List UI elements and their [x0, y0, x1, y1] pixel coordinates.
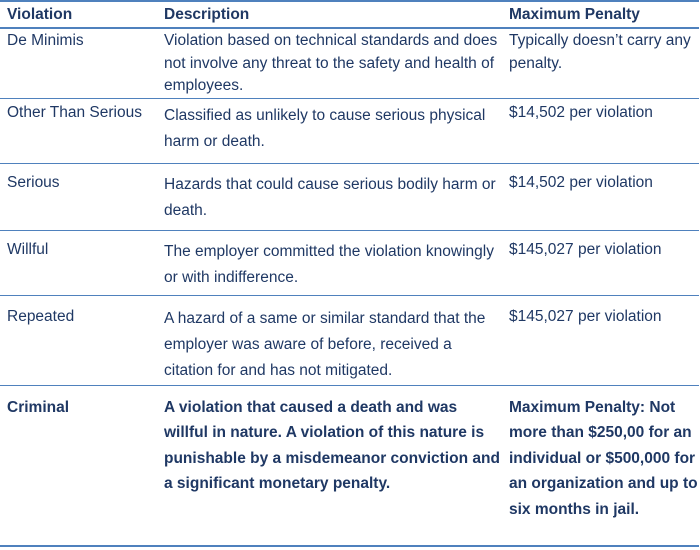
violation-penalty: $145,027 per violation: [501, 230, 699, 295]
table-row: [0, 163, 699, 230]
violation-name: Serious: [0, 163, 156, 230]
table-row: [0, 28, 699, 98]
violation-description: Violation based on technical standards and does not involve any threat to the safety and health of employees.: [156, 28, 501, 98]
violation-penalty: $145,027 per violation: [501, 295, 699, 385]
violation-penalty: Typically doesn’t carry any penalty.: [501, 28, 699, 98]
violation-description: A violation that caused a death and was willful in nature. A violation of this nature is punishable by a misdemeanor conviction and a significant monetary penalty.: [156, 385, 501, 546]
violation-description: A hazard of a same or similar standard that the employer was aware of before, received a citation for and has not mitigated.: [156, 295, 501, 385]
violation-name: Willful: [0, 230, 156, 295]
violation-description: The employer committed the violation knowingly or with indifference.: [156, 230, 501, 295]
table-row: [0, 295, 699, 385]
header-maximum-penalty: Maximum Penalty: [501, 1, 699, 28]
table-row: [0, 385, 699, 546]
violation-penalty: $14,502 per violation: [501, 98, 699, 163]
violation-description: Classified as unlikely to cause serious physical harm or death.: [156, 98, 501, 163]
header-description: Description: [156, 1, 501, 28]
table-row: [0, 98, 699, 163]
violation-name: De Minimis: [0, 28, 156, 98]
header-violation: Violation: [0, 1, 156, 28]
violation-penalty: $14,502 per violation: [501, 163, 699, 230]
violation-penalty: Maximum Penalty: Not more than $250,00 for an individual or $500,000 for an organization and up to six months in jail.: [501, 385, 699, 546]
header-row: [0, 1, 699, 28]
violation-name: Criminal: [0, 385, 156, 546]
table-row: [0, 230, 699, 295]
violation-description: Hazards that could cause serious bodily harm or death.: [156, 163, 501, 230]
violation-name: Other Than Serious: [0, 98, 156, 163]
violation-name: Repeated: [0, 295, 156, 385]
